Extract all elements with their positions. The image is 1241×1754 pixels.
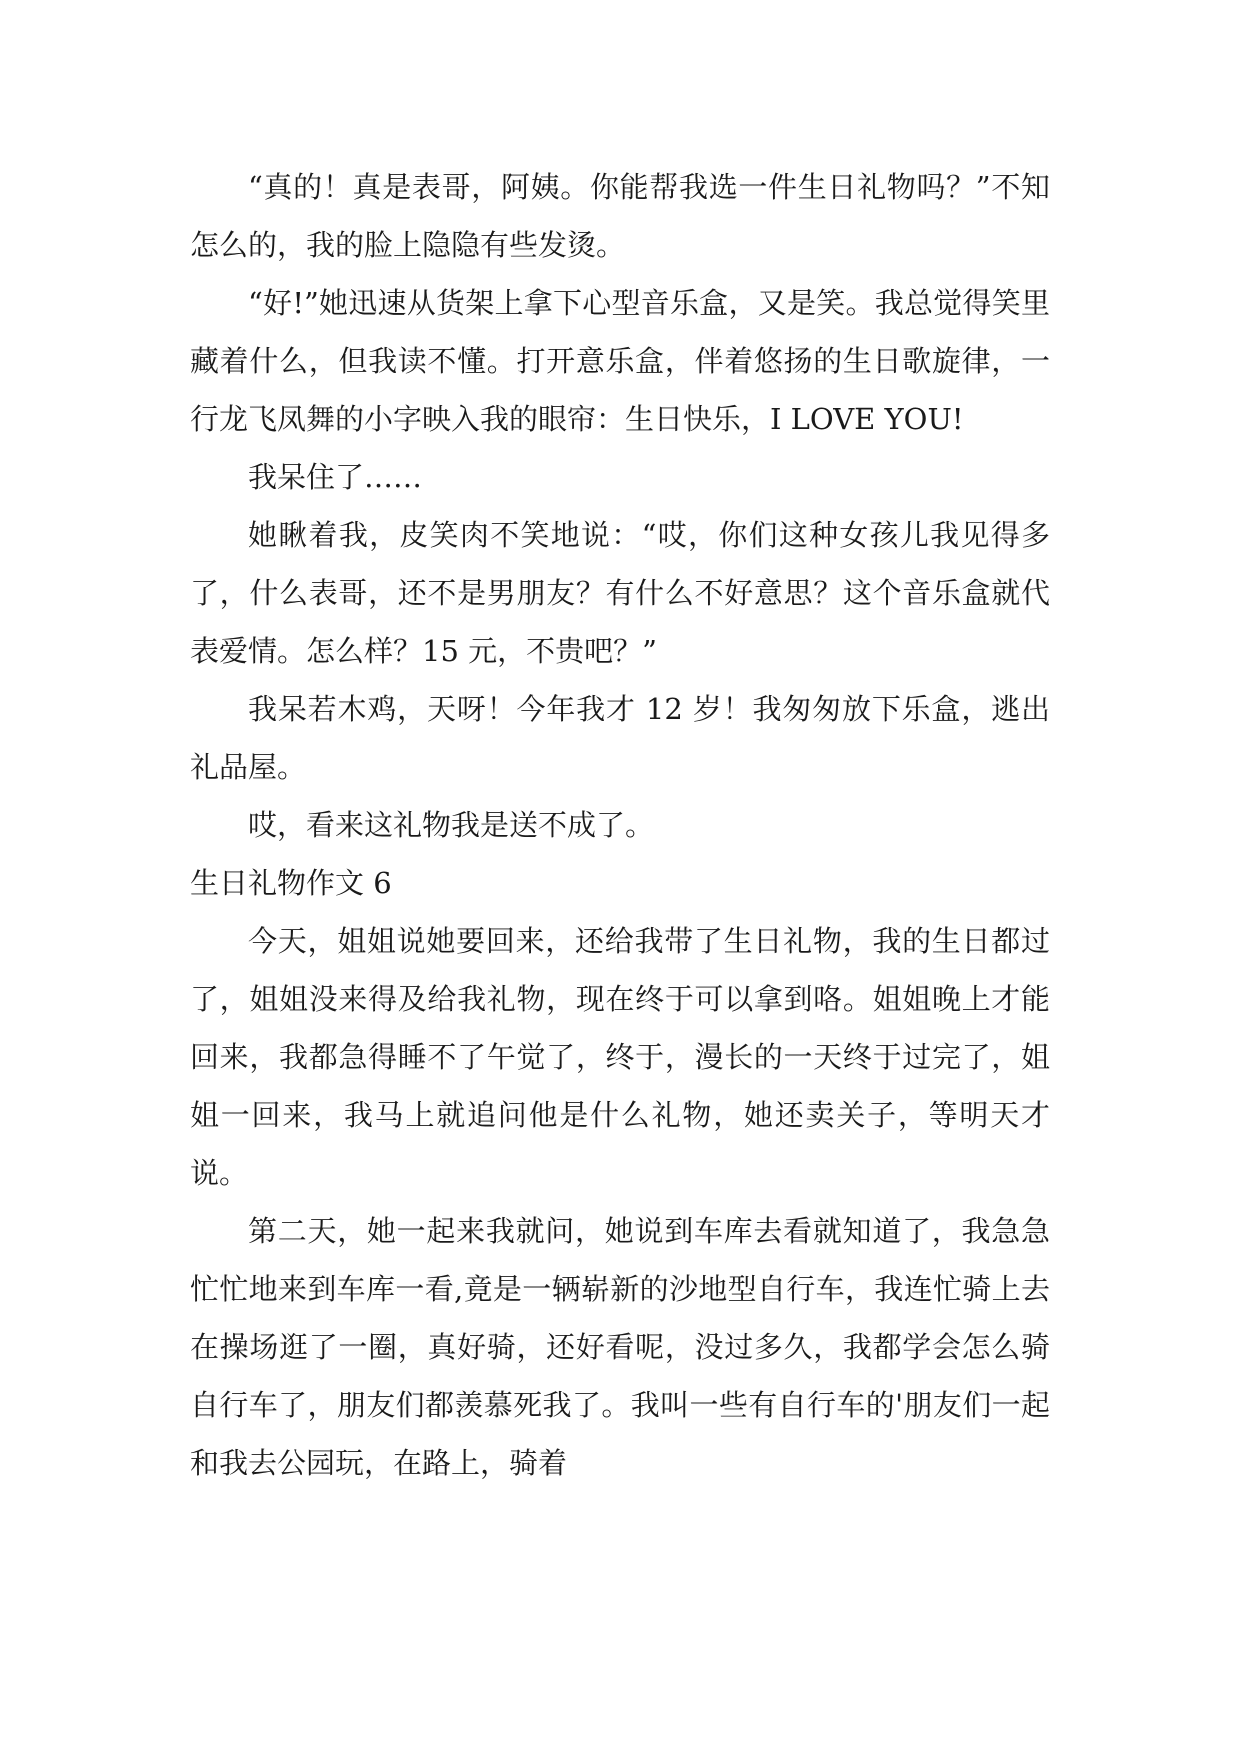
paragraph: 哎，看来这礼物我是送不成了。 xyxy=(248,808,655,842)
paragraph: 我呆住了…… xyxy=(248,460,423,494)
document-body xyxy=(190,158,1050,1492)
paragraph: “好!”她迅速从货架上拿下心型音乐盒，又是笑。我总觉得笑里藏着什么，但我读不懂。打开意乐盒，伴着悠扬的生日歌旋律，一行龙飞凤舞的小字映入我的眼帘：生日快乐，I LOVE YOU! xyxy=(190,286,1050,436)
paragraph: 我呆若木鸡，天呀！今年我才 12 岁！我匆匆放下乐盒，逃出礼品屋。 xyxy=(190,692,1050,784)
paragraph: 今天，姐姐说她要回来，还给我带了生日礼物，我的生日都过了，姐姐没来得及给我礼物，现在终于可以拿到咯。姐姐晚上才能回来，我都急得睡不了午觉了，终于，漫长的一天终于过完了，姐姐一回来，我马上就追问他是什么礼物，她还卖关子，等明天才说。 xyxy=(190,924,1050,1190)
paragraph: “真的！真是表哥，阿姨。你能帮我选一件生日礼物吗？”不知怎么的，我的脸上隐隐有些发烫。 xyxy=(190,170,1050,262)
section-heading: 生日礼物作文 6 xyxy=(190,866,392,900)
paragraph: 她瞅着我，皮笑肉不笑地说：“哎，你们这种女孩儿我见得多了，什么表哥，还不是男朋友？有什么不好意思？这个音乐盒就代表爱情。怎么样？15 元，不贵吧？” xyxy=(190,518,1050,668)
paragraph: 第二天，她一起来我就问，她说到车库去看就知道了，我急急忙忙地来到车库一看,竟是一辆崭新的沙地型自行车，我连忙骑上去在操场逛了一圈，真好骑，还好看呢，没过多久，我都学会怎么骑自行车了，朋友们都羡慕死我了。我叫一些有自行车的'朋友们一起和我去公园玩，在路上，骑着 xyxy=(190,1214,1050,1480)
